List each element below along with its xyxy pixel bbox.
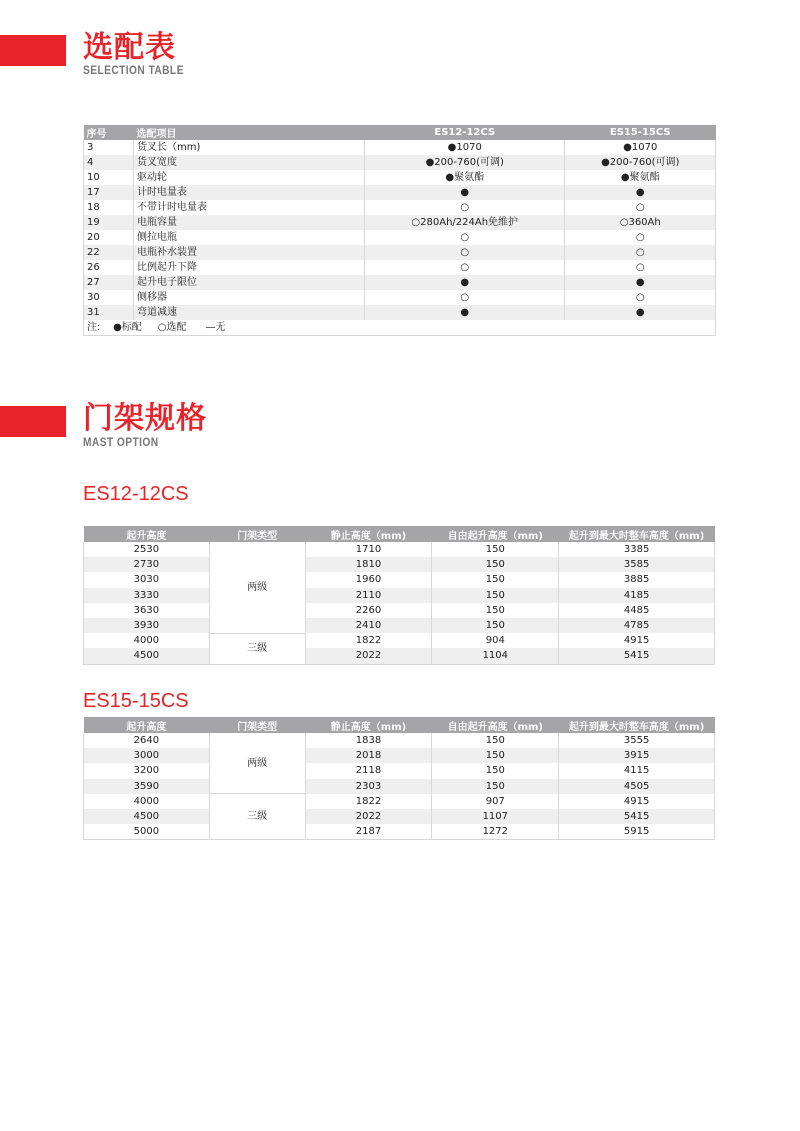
table-cell: 3200 — [84, 763, 210, 778]
table-cell: ○ — [565, 260, 716, 275]
header-cell: 起升到最大时整车高度（mm) — [559, 526, 715, 542]
section-subtitle-selection: SELECTION TABLE — [83, 63, 184, 77]
table-row — [84, 794, 715, 809]
table-cell: 3630 — [84, 603, 210, 618]
table-row — [84, 648, 715, 664]
table-cell: 1822 — [305, 633, 432, 648]
table-cell: 150 — [432, 557, 559, 572]
model-title-es15: ES15-15CS — [83, 690, 189, 712]
table-cell: 150 — [432, 748, 559, 763]
mast-table-header — [84, 717, 715, 733]
table-cell: ○ — [565, 290, 716, 305]
table-cell: 1838 — [305, 733, 432, 748]
mast-type-cell: 两级 — [209, 542, 305, 633]
table-row — [84, 155, 716, 170]
table-row — [84, 200, 716, 215]
table-cell: ○ — [565, 200, 716, 215]
table-cell: 电瓶补水装置 — [134, 245, 365, 260]
table-cell: 比例起升下降 — [134, 260, 365, 275]
table-cell: 22 — [84, 245, 134, 260]
table-cell: 3590 — [84, 779, 210, 794]
table-cell: 19 — [84, 215, 134, 230]
header-cell: 选配项目 — [134, 125, 365, 140]
table-cell: 2187 — [305, 824, 432, 840]
table-cell: 2303 — [305, 779, 432, 794]
table-cell: 侧移器 — [134, 290, 365, 305]
table-row — [84, 542, 715, 557]
table-cell: 2410 — [305, 618, 432, 633]
table-cell: 1822 — [305, 794, 432, 809]
table-cell: ● — [565, 275, 716, 290]
table-cell: 4115 — [559, 763, 715, 778]
table-row — [84, 572, 715, 587]
table-cell: 3385 — [559, 542, 715, 557]
table-cell: 31 — [84, 305, 134, 320]
table-cell: 5000 — [84, 824, 210, 840]
table-cell: ○ — [565, 230, 716, 245]
table-cell: 计时电量表 — [134, 185, 365, 200]
model-title-es12: ES12-12CS — [83, 483, 189, 505]
table-cell: 4185 — [559, 588, 715, 603]
table-cell: ●聚氨酯 — [565, 170, 716, 185]
table-cell: ● — [565, 185, 716, 200]
table-cell: 2018 — [305, 748, 432, 763]
table-cell: 2022 — [305, 809, 432, 824]
header-cell: 起升到最大时整车高度（mm) — [559, 717, 715, 733]
table-cell: 2640 — [84, 733, 210, 748]
table-cell: 4505 — [559, 779, 715, 794]
table-cell: 2730 — [84, 557, 210, 572]
table-cell: 1107 — [432, 809, 559, 824]
table-cell: 904 — [432, 633, 559, 648]
table-cell: 3000 — [84, 748, 210, 763]
table-row — [84, 763, 715, 778]
table-row — [84, 260, 716, 275]
table-row — [84, 170, 716, 185]
table-cell: ○280Ah/224Ah免维护 — [365, 215, 565, 230]
table-cell: 3930 — [84, 618, 210, 633]
table-row — [84, 809, 715, 824]
table-cell: 907 — [432, 794, 559, 809]
table-cell: 4500 — [84, 809, 210, 824]
table-cell: 150 — [432, 588, 559, 603]
table-cell: 5415 — [559, 809, 715, 824]
table-row — [84, 557, 715, 572]
table-cell: 电瓶容量 — [134, 215, 365, 230]
header-cell: 自由起升高度（mm) — [432, 717, 559, 733]
mast-type-cell: 三级 — [209, 794, 305, 840]
selection-table-header — [84, 125, 716, 140]
table-cell: ●200-760(可调) — [365, 155, 565, 170]
table-cell: ○ — [565, 245, 716, 260]
table-cell: 3555 — [559, 733, 715, 748]
table-cell: 3030 — [84, 572, 210, 587]
table-cell: ○ — [365, 290, 565, 305]
table-cell: 2022 — [305, 648, 432, 664]
table-cell: 2110 — [305, 588, 432, 603]
table-cell: 4000 — [84, 794, 210, 809]
table-cell: 1104 — [432, 648, 559, 664]
table-cell: 20 — [84, 230, 134, 245]
table-cell: 起升电子限位 — [134, 275, 365, 290]
table-cell: ● — [365, 305, 565, 320]
table-cell: ○ — [365, 230, 565, 245]
header-cell: 起升高度 — [84, 717, 210, 733]
table-cell: 3 — [84, 140, 134, 155]
table-cell: 2260 — [305, 603, 432, 618]
table-row — [84, 733, 715, 748]
table-cell: 4 — [84, 155, 134, 170]
table-cell: 不带计时电量表 — [134, 200, 365, 215]
table-cell: 3915 — [559, 748, 715, 763]
header-cell: 门架类型 — [209, 717, 305, 733]
table-cell: 3585 — [559, 557, 715, 572]
table-row — [84, 779, 715, 794]
section-subtitle-mast: MAST OPTION — [83, 435, 159, 449]
section-title-selection: 选配表 — [83, 30, 176, 65]
section-title-mast: 门架规格 — [83, 401, 207, 436]
table-cell: 150 — [432, 733, 559, 748]
section-accent-bar — [0, 35, 66, 66]
mast-type-cell: 两级 — [209, 733, 305, 794]
table-cell: 27 — [84, 275, 134, 290]
table-cell: 150 — [432, 572, 559, 587]
table-row — [84, 618, 715, 633]
table-cell: 150 — [432, 763, 559, 778]
table-cell: 2118 — [305, 763, 432, 778]
table-cell: ● — [365, 275, 565, 290]
table-cell: 150 — [432, 779, 559, 794]
table-row — [84, 603, 715, 618]
table-row — [84, 185, 716, 200]
table-cell: 17 — [84, 185, 134, 200]
table-cell: 18 — [84, 200, 134, 215]
table-cell: ●200-760(可调) — [565, 155, 716, 170]
table-cell: 1810 — [305, 557, 432, 572]
table-cell: 3330 — [84, 588, 210, 603]
section-accent-bar — [0, 406, 66, 437]
header-cell: 起升高度 — [84, 526, 210, 542]
table-cell: 4915 — [559, 633, 715, 648]
header-cell: 序号 — [84, 125, 134, 140]
mast-table-es15 — [83, 717, 715, 840]
table-cell: ○ — [365, 200, 565, 215]
table-row — [84, 633, 715, 648]
table-cell: ○ — [365, 245, 565, 260]
table-note-row — [84, 320, 716, 336]
table-cell: ○360Ah — [565, 215, 716, 230]
legend-note: 注: ●标配 ○选配 —无 — [84, 320, 716, 336]
table-cell: 3885 — [559, 572, 715, 587]
selection-table — [83, 125, 716, 336]
table-cell: 26 — [84, 260, 134, 275]
table-cell: 2530 — [84, 542, 210, 557]
mast-table-es12 — [83, 526, 715, 665]
table-cell: 1710 — [305, 542, 432, 557]
header-cell: 自由起升高度（mm) — [432, 526, 559, 542]
header-cell: ES12-12CS — [365, 125, 565, 140]
table-cell: 1272 — [432, 824, 559, 840]
table-cell: 4915 — [559, 794, 715, 809]
table-cell: ●聚氨酯 — [365, 170, 565, 185]
table-row — [84, 275, 716, 290]
table-cell: 4000 — [84, 633, 210, 648]
table-cell: 弯道减速 — [134, 305, 365, 320]
table-row — [84, 290, 716, 305]
table-row — [84, 140, 716, 155]
table-row — [84, 824, 715, 840]
table-row — [84, 245, 716, 260]
table-cell: 侧拉电瓶 — [134, 230, 365, 245]
table-cell: 150 — [432, 603, 559, 618]
table-cell: 5915 — [559, 824, 715, 840]
table-cell: 1960 — [305, 572, 432, 587]
header-cell: 静止高度（mm) — [305, 526, 432, 542]
table-row — [84, 215, 716, 230]
table-cell: 货叉长（mm) — [134, 140, 365, 155]
table-cell: ○ — [365, 260, 565, 275]
table-cell: 10 — [84, 170, 134, 185]
header-cell: 静止高度（mm) — [305, 717, 432, 733]
table-cell: ●1070 — [365, 140, 565, 155]
table-cell: ● — [565, 305, 716, 320]
table-row — [84, 305, 716, 320]
table-cell: 4485 — [559, 603, 715, 618]
table-row — [84, 748, 715, 763]
table-row — [84, 230, 716, 245]
table-cell: 驱动轮 — [134, 170, 365, 185]
table-cell: 30 — [84, 290, 134, 305]
table-row — [84, 588, 715, 603]
table-cell: 4500 — [84, 648, 210, 664]
table-cell: 150 — [432, 618, 559, 633]
mast-table-header — [84, 526, 715, 542]
header-cell: ES15-15CS — [565, 125, 716, 140]
mast-type-cell: 三级 — [209, 633, 305, 664]
table-cell: 5415 — [559, 648, 715, 664]
table-cell: 货叉宽度 — [134, 155, 365, 170]
table-cell: 4785 — [559, 618, 715, 633]
header-cell: 门架类型 — [209, 526, 305, 542]
table-cell: 150 — [432, 542, 559, 557]
table-cell: ● — [365, 185, 565, 200]
table-cell: ●1070 — [565, 140, 716, 155]
